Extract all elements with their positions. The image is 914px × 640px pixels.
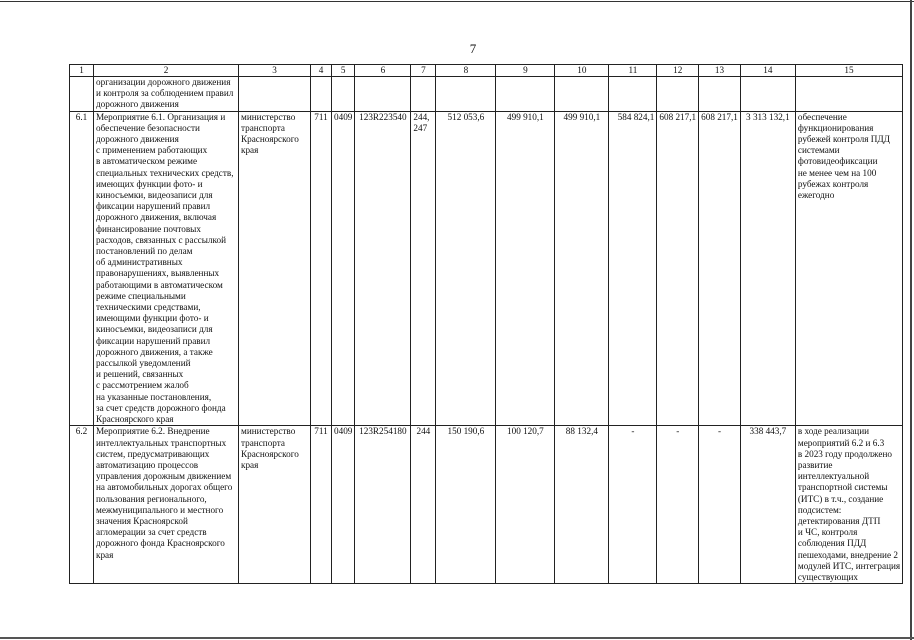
text-line: пешеходами, внедрение 2 [797, 549, 898, 560]
text-line: края [96, 549, 114, 560]
total-cell: 338 443,7 [740, 426, 795, 584]
text-line: управления дорожным движением [96, 471, 232, 482]
text-line: рубежах контроля [797, 178, 869, 189]
text-line: Мероприятие 6.1. Организация и [96, 111, 226, 122]
column-header: 13 [699, 65, 741, 77]
text-line: дорожного движения [96, 99, 179, 110]
text-line: 244, [413, 111, 430, 122]
text-line: пользования регионального, [96, 493, 207, 504]
text-line: автоматизацию процессов [96, 459, 199, 470]
result-cell [795, 111, 902, 426]
amount-cell: 499 910,1 [496, 111, 555, 426]
text-line: 247 [413, 122, 428, 133]
amount-cell: 608 217,1 [657, 111, 699, 426]
text-line: 244 [416, 426, 431, 437]
column-header: 8 [436, 65, 496, 77]
text-line: в ходе реализации [797, 426, 870, 437]
text-line: специальных технических средств, [96, 167, 234, 178]
scan-border-top [0, 1, 914, 2]
column-number-row [70, 65, 903, 77]
text-line: в 2023 году продолжено [797, 448, 893, 459]
text-line: рассылкой уведомлений [96, 358, 191, 369]
text-line: фиксации нарушений правил [96, 335, 211, 346]
column-header: 3 [239, 65, 311, 77]
text-line: функционирования [797, 122, 874, 133]
text-line: края [241, 459, 259, 470]
amount-cell: 512 053,6 [436, 111, 496, 426]
budget-table [69, 64, 903, 584]
column-header: 11 [609, 65, 657, 77]
rzpr-cell: 0409 [332, 111, 355, 426]
column-header: 10 [555, 65, 609, 77]
executor-cell [239, 111, 311, 426]
text-line: правонарушениях, выявленных [96, 268, 220, 279]
text-line: ежегодно [797, 190, 835, 201]
executor-cell [239, 426, 311, 584]
text-line: системами [797, 145, 840, 156]
amount-cell: 150 190,6 [436, 426, 496, 584]
text-line: систем, предусматривающих [96, 448, 210, 459]
text-line: режиме специальными [96, 290, 186, 301]
text-line: не менее чем на 100 [797, 167, 877, 178]
text-line: и решений, связанных [96, 369, 184, 380]
text-line: обеспечение [797, 111, 847, 122]
vr-cell [411, 111, 436, 426]
text-line: межмуниципального и местного [96, 504, 224, 515]
table-row-6-1 [70, 111, 903, 426]
text-line: фиксации нарушений правил [96, 201, 211, 212]
vr-cell [411, 426, 436, 584]
column-header: 12 [657, 65, 699, 77]
text-line: подсистем: [797, 504, 842, 515]
text-line: транспорта [241, 437, 285, 448]
text-line: техническими средствами, [96, 302, 201, 313]
text-line: Красноярского края [96, 414, 174, 425]
text-line: с применением работающих [96, 145, 208, 156]
amount-cell: 100 120,7 [496, 426, 555, 584]
text-line: агломерации за счет средств [96, 527, 207, 538]
description-cell [94, 77, 239, 112]
text-line: на указанные постановления, [96, 391, 212, 402]
text-line: министерство [241, 111, 296, 122]
text-line: Красноярского [241, 448, 299, 459]
text-line: детектирования ДТП [797, 515, 881, 526]
continuation-row [70, 77, 903, 112]
scan-border-bottom [0, 637, 914, 639]
column-header: 15 [795, 65, 902, 77]
text-line: дорожного движения [96, 134, 179, 145]
text-line: и ЧС, контроля [797, 527, 858, 538]
amount-cell: - [699, 426, 741, 584]
text-line: (ИТС) в т.ч., создание [797, 493, 884, 504]
page-number: 7 [469, 41, 477, 56]
text-line: существующих [797, 571, 858, 582]
text-line: и контроля за соблюдением правил [96, 88, 234, 99]
csr-cell: 123R223540 [355, 111, 411, 426]
text-line: модулей ИТС, интеграция [797, 560, 901, 571]
column-header: 9 [496, 65, 555, 77]
amount-cell: - [609, 426, 657, 584]
total-cell: 3 313 132,1 [740, 111, 795, 426]
text-line: финансирование почтовых [96, 223, 201, 234]
amount-cell: 88 132,4 [555, 426, 609, 584]
amount-cell: 584 824,1 [609, 111, 657, 426]
column-header: 14 [740, 65, 795, 77]
column-header: 7 [411, 65, 436, 77]
text-line: интеллектуальной [797, 471, 870, 482]
table-row-6-2 [70, 426, 903, 584]
text-line: транспортной системы [797, 482, 888, 493]
text-line: в автоматическом режиме [96, 156, 198, 167]
text-line: фотовидеофиксации [797, 156, 878, 167]
text-line: рубежей контроля ПДД [797, 134, 890, 145]
text-line: киносъемки, видеозаписи для [96, 324, 213, 335]
description-cell [94, 111, 239, 426]
amount-cell: 499 910,1 [555, 111, 609, 426]
text-line: края [241, 145, 259, 156]
column-header: 6 [355, 65, 411, 77]
text-line: об административных [96, 257, 183, 268]
column-header: 1 [70, 65, 94, 77]
text-line: Красноярского [241, 134, 299, 145]
column-header: 2 [94, 65, 239, 77]
amount-cell: - [657, 426, 699, 584]
text-line: имеющих функции фото- и [96, 178, 203, 189]
text-line: соблюдения ПДД [797, 538, 867, 549]
rzpr-cell: 0409 [332, 426, 355, 584]
text-line: интеллектуальных транспортных [96, 437, 227, 448]
text-line: на автомобильных дорогах общего [96, 482, 233, 493]
text-line: организации дорожного движения [96, 77, 231, 87]
text-line: с рассмотрением жалоб [96, 380, 189, 391]
column-header: 4 [311, 65, 332, 77]
text-line: значения Красноярской [96, 515, 188, 526]
grbs-cell: 711 [311, 111, 332, 426]
text-line: дорожного движения, а также [96, 346, 213, 357]
grbs-cell: 711 [311, 426, 332, 584]
row-number: 6.2 [70, 426, 94, 584]
text-line: киносъемки, видеозаписи для [96, 190, 213, 201]
column-header: 5 [332, 65, 355, 77]
result-cell [795, 426, 902, 584]
text-line: транспорта [241, 122, 285, 133]
text-line: за счет средств дорожного фонда [96, 402, 226, 413]
text-line: обеспечение безопасности [96, 122, 200, 133]
text-line: постановлений по делам [96, 246, 193, 257]
text-line: расходов, связанных с рассылкой [96, 234, 226, 245]
text-line: работающими в автоматическом [96, 279, 223, 290]
text-line: Мероприятие 6.2. Внедрение [96, 426, 210, 437]
text-line: имеющими функции фото- и [96, 313, 209, 324]
text-line: дорожного движения, включая [96, 212, 217, 223]
text-line: дорожного фонда Красноярского [96, 538, 225, 549]
text-line: развитие [797, 459, 833, 470]
text-line: мероприятий 6.2 и 6.3 [797, 437, 885, 448]
scan-border-right [910, 0, 912, 640]
text-line: министерство [241, 426, 296, 437]
amount-cell: 608 217,1 [699, 111, 741, 426]
description-cell [94, 426, 239, 584]
row-number: 6.1 [70, 111, 94, 426]
csr-cell: 123R254180 [355, 426, 411, 584]
